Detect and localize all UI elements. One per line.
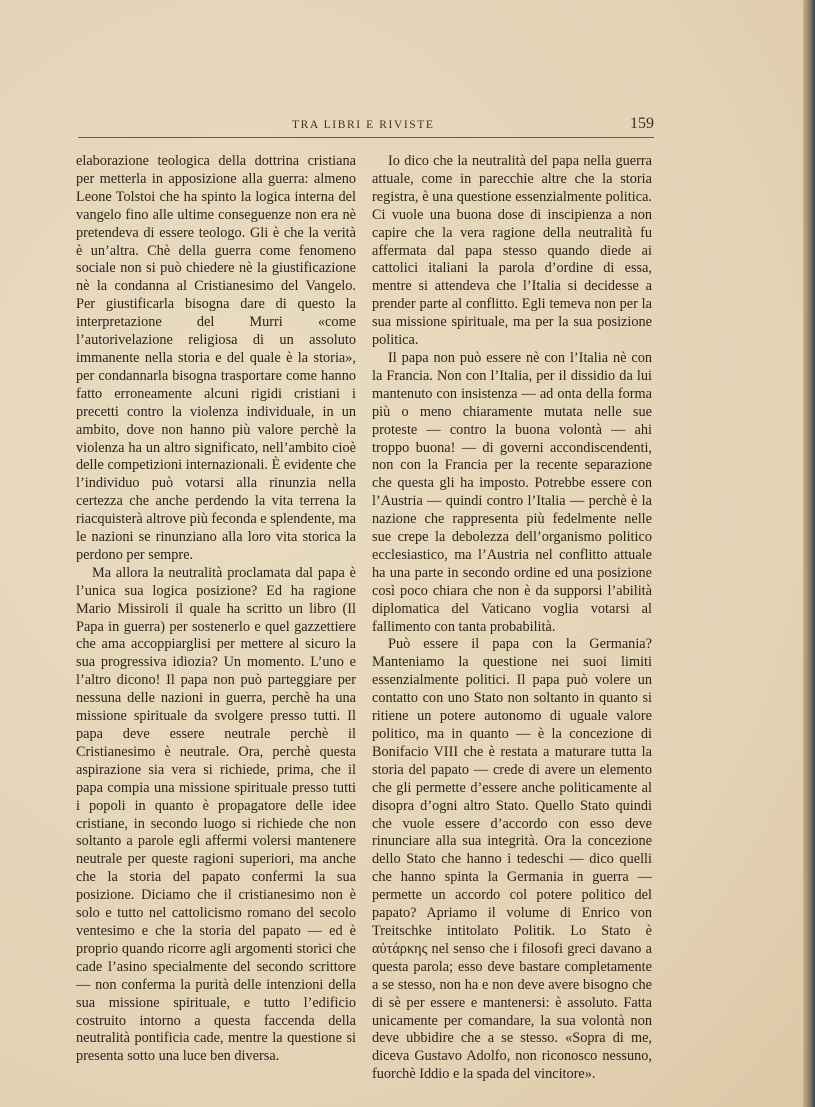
paragraph: Io dico che la neutralità del papa nella guerra attuale, come in parecchie altre che la storia registra, è una questione essenzialmente politica. Ci vuole una buona dose di inscipienza a non capire che la vera ragione della neutralità fu affermata dal papa stesso quando diede ai cattolici italiani la parola d’ordine di essa, mentre si attendeva che l’Italia si decidesse a prender parte al conflitto. Egli temeva non per la sua missione spirituale, ma per la sua posizione politica. <box>372 153 652 349</box>
page-number: 159 <box>630 115 654 132</box>
paragraph: Può essere il papa con la Germania? Manteniamo la questione nei suoi limiti essenzialmente politici. Il papa può volere un contatto con uno Stato non soltanto in quanto si ritiene un potere autonomo di uguale valore politico, ma in quanto — è la concezione di Bonifacio VIII che è restata a maturare tutta la storia del papato — crede di avere un elemento che gli permette d’essere anche politicamente al disopra d’ogni altro Stato. Quello Stato quindi che vuole essere d’accordo con esso deve rinunciare alla sua integrità. Ora la concezione dello Stato che hanno i tedeschi — dico quelli che hanno spinta la Germania in guerra — permette un accordo col potere politico del papato? Apriamo il volume di Enrico von Treitschke intitolato Politik. Lo Stato è αὐτάρκης nel senso che i filosofi greci davano a questa parola; esso deve bastare completamente a se stesso, non ha e non deve avere bisogno che di sè per essere e mantenersi: è assoluto. Fatta unicamente per comandare, la sua volontà non deve ubbidire che a se stesso. «Sopra di me, diceva Gustavo Adolfo, non riconosco nessuno, fuorchè Iddio e la spada del vincitore». <box>372 636 652 1083</box>
book-edge <box>803 0 815 1107</box>
paragraph: elaborazione teologica della dottrina cristiana per metterla in apposizione alla guerra: almeno Leone Tolstoi che ha spinto la logica interna del vangelo fino alle ultime conseguenze non era nè pretendeva di essere teologo. Gli è che la verità è un’altra. Chè della guerra come fenomeno sociale non si può chiedere nè la giustificazione nè la condanna al Cristianesimo del Vangelo. Per giustificarla bisogna dare di questo la interpretazione del Murri «come l’autorivelazione religiosa di un assoluto immanente nella storia e del quale è la storia», per condannarla bisogna trasportare come hanno fatto erroneamente alcuni rigidi cristiani i precetti contro la violenza individuale, in un ambito, dove non hanno più valore perchè la violenza ha un altro significato, nell’ambito cioè delle competizioni internazionali. È evidente che l’individuo può votarsi alla rinunzia nella certezza che anche perdendo la vita terrena la riacquisterà altrove più feconda e splendente, ma le nazioni se rinunziano alla loro vita storica la perdono per sempre. <box>76 153 356 563</box>
running-head: TRA LIBRI E RIVISTE <box>292 119 435 131</box>
right-column <box>372 153 652 1084</box>
page-header <box>78 115 654 138</box>
paragraph: Ma allora la neutralità proclamata dal papa è l’unica sua logica posizione? Ed ha ragione Mario Missiroli il quale ha scritto un libro (Il Papa in guerra) per sostenerlo e quel gazzettiere che ama accoppiarglisi per mettere al sicuro la sua progressiva idiozia? Un momento. L’uno e l’altro dicono! Il papa non può parteggiare per nessuna delle nazioni in guerra, perchè ha una missione spirituale da svolgere presso tutti. Il papa deve essere neutrale perchè il Cristianesimo è neutrale. Ora, perchè questa aspirazione sia vera si richiede, prima, che il papa compia una missione spirituale presso tutti i popoli in quanto è propagatore delle idee cristiane, in secondo luogo si richiede che non soltanto a parole egli affermi volersi mantenere neutrale per queste ragioni superiori, ma anche che la storia del papato confermi la sua posizione. Diciamo che il cristianesimo non è solo e tutto nel cattolicismo romano del secolo ventesimo e che la storia del papato — ed è proprio quando ricorre agli argomenti storici che cade l’asino specialmente del secondo scrittore — non conferma la purità delle intenzioni della sua missione spirituale, e tutto l’edificio costruito intorno a questa faccenda della neutralità pontificia cade, mentre la questione si presenta sotto una luce ben diversa. <box>76 564 356 1065</box>
left-column <box>76 153 356 1066</box>
paragraph: Il papa non può essere nè con l’Italia nè con la Francia. Non con l’Italia, per il dissidio da lui mantenuto con insistenza — ad onta della forma più o meno chiaramente mutata nelle sue proteste — contro la buona volontà — ahi troppo buona! — di governi accondiscendenti, non con la Francia per la recente separazione che questa gli ha imposto. Potrebbe essere con l’Austria — quindi contro l’Italia — perchè è la nazione che rappresenta più fedelmente nelle sue crepe la debolezza dell’organismo politico ecclesiastico, ma l’Austria nel conflitto attuale ha una parte in secondo ordine ed una posizione così poco chiara che non è da supporsi l’abilità diplomatica del Vaticano voglia votarsi al fallimento con tanta probabilità. <box>372 349 652 635</box>
